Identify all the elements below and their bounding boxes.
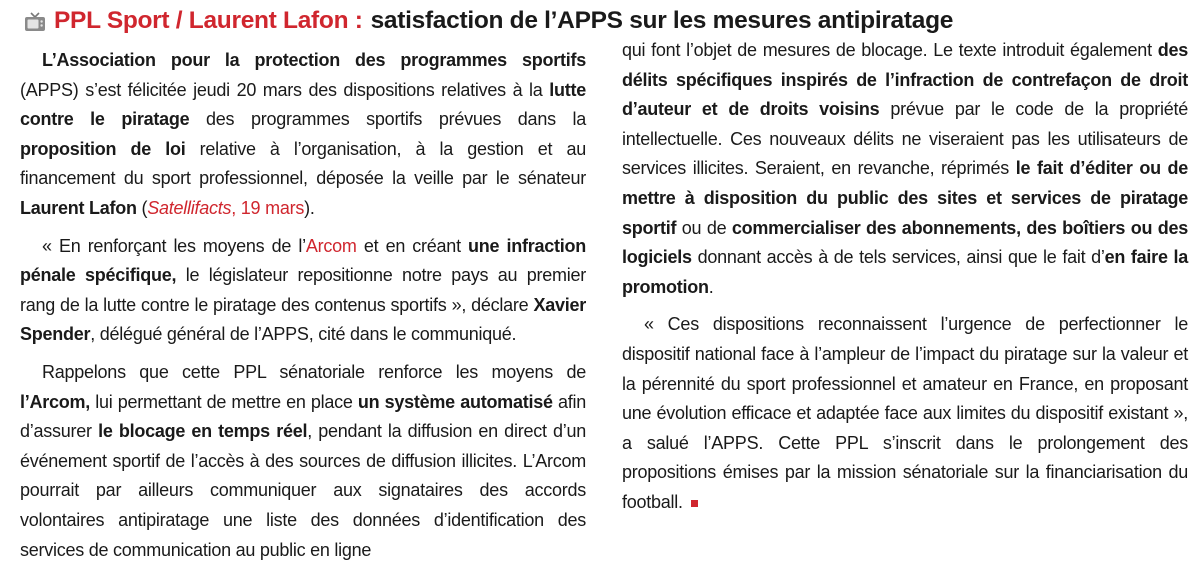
paragraph: « Ces dispositions reconnaissent l’urgence de perfectionner le dispositif national face à l’ampleur de l’impact du piratage sur la valeur et la pérennité du sport professionnel et amateur en France, en proposant une évolution efficace et adaptée face aux limites du dispositif existant », a salué l’APPS. Cette PPL s’inscrit dans le prolongement des propositions émises par la mission sénatoriale sur la financiarisation du football. xyxy=(622,314,1188,512)
paragraph: L’Association pour la protection des programmes sportifs (APPS) s’est félicitée jeudi 20 mars des dispositions relatives à la lutte contre le piratage des programmes sportifs prévues dans la proposition de loi relative à l’organisation, à la gestion et au financement du sport professionnel, déposée la veille par le sénateur Laurent Lafon (Satellifacts, 19 mars). xyxy=(20,50,587,218)
bold-phrase: l’Arcom, xyxy=(20,391,91,412)
source-reference: Satellifacts xyxy=(147,197,232,218)
bold-phrase: des délits spécifiques inspirés de l’infraction de contrefaçon de droit d’auteur et de droits voisins xyxy=(622,40,1188,120)
bold-phrase: en faire la promotion xyxy=(622,247,1188,297)
paragraph: qui font l’objet de mesures de blocage. Le texte introduit également des délits spécifiques inspirés de l’infraction de contrefaçon de droit d’auteur et de droits voisins prévue par le code de la propriété intellectuelle. Ces nouveaux délits ne viseraient pas les utilisateurs de services illicites. Seraient, en revanche, réprimés le fait d’éditer ou de mettre à disposition du public des sites et services de piratage sportif ou de commercialiser des abonnements, des boîtiers ou des logiciels donnant accès à de tels services, ainsi que le fait d’en faire la promotion. xyxy=(622,40,1189,297)
bold-phrase: Laurent Lafon xyxy=(20,197,137,218)
headline-kicker: PPL Sport / Laurent Lafon : xyxy=(54,7,363,34)
end-of-article-mark xyxy=(691,500,698,507)
paragraph: Rappelons que cette PPL sénatoriale renforce les moyens de l’Arcom, lui permettant de mettre en place un système automatisé afin d’assurer le blocage en temps réel, pendant la diffusion en direct d’un événement sportif de l’accès à des sources de diffusion illicites. L’Arcom pourrait par ailleurs communiquer aux signataires des accords volontaires antipiratage une liste des données d’identification des services de communication au public en ligne xyxy=(20,361,587,560)
bold-phrase: Xavier Spender xyxy=(20,294,586,345)
bold-phrase: le blocage en temps réel xyxy=(98,421,308,442)
bold-phrase: le fait d’éditer ou de mettre à disposition du public des sites et services de piratage sportif xyxy=(622,158,1188,238)
bold-phrase: proposition de loi xyxy=(20,138,186,159)
left-column xyxy=(20,36,587,560)
bold-phrase: L’Association pour la protection des programmes sportifs xyxy=(42,50,586,70)
article-headline xyxy=(24,4,1194,38)
bold-phrase: lutte contre le piratage xyxy=(20,79,586,130)
bold-phrase: un système automatisé xyxy=(357,391,553,412)
right-column xyxy=(622,36,1188,552)
bold-phrase: commercialiser des abonnements, des boîtiers ou des logiciels xyxy=(622,217,1188,268)
headline-title: satisfaction de l’APPS sur les mesures antipiratage xyxy=(370,7,954,34)
source-date: , 19 mars xyxy=(231,197,305,218)
article-body xyxy=(20,36,1189,560)
tv-icon xyxy=(24,12,46,32)
bold-phrase: une infraction pénale spécifique, xyxy=(20,235,586,286)
paragraph: « En renforçant les moyens de l’Arcom et en créant une infraction pénale spécifique, le législateur repositionne notre pays au premier rang de la lutte contre le piratage des contenus sportifs », déclare Xavier Spender, délégué général de l’APPS, cité dans le communiqué. xyxy=(20,235,586,345)
arcom-link[interactable]: Arcom xyxy=(305,235,357,256)
